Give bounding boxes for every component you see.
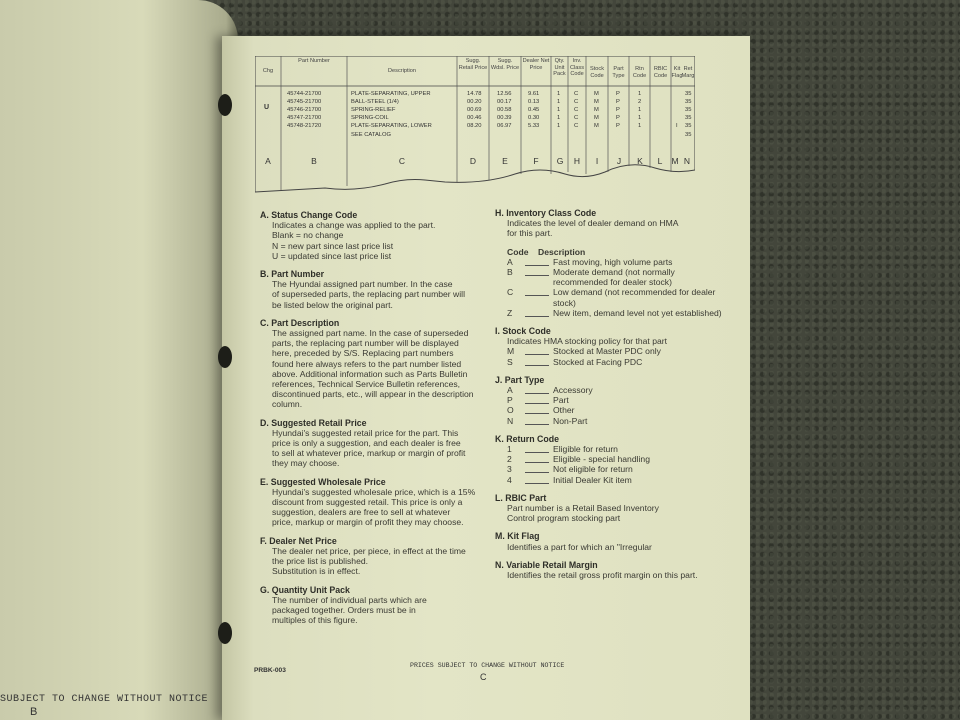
- code-letter: 2: [507, 454, 512, 465]
- legend-text: Control program stocking part: [507, 513, 621, 524]
- rtn-cell: 2: [638, 99, 642, 105]
- stock-cell: M: [594, 91, 599, 97]
- legend-text: Part number is a Retail Based Inventory: [507, 503, 659, 514]
- retail-cell: 00.46: [467, 115, 482, 121]
- legend-text: Hyundai's suggested retail price for the part. This: [272, 427, 459, 438]
- see-catalog-note: SEE CATALOG: [351, 132, 392, 138]
- code-row: [507, 267, 723, 287]
- legend-text: Substitution is in effect.: [272, 566, 361, 577]
- column-letter: D: [469, 156, 477, 166]
- legend-heading: E. Suggested Wholesale Price: [260, 476, 386, 487]
- column-letter: B: [311, 156, 317, 166]
- binder-hole: [218, 622, 232, 644]
- code-row: [507, 444, 723, 454]
- marg-cell: 35: [685, 107, 692, 113]
- rtn-cell: 1: [638, 91, 642, 97]
- stock-cell: M: [594, 123, 599, 129]
- part-number-cell: 45747-21700: [287, 115, 322, 121]
- legend-text: Indicates the level of dealer demand on HMA: [507, 218, 679, 229]
- column-letter: H: [573, 156, 581, 166]
- type-cell: P: [616, 91, 620, 97]
- type-cell: P: [616, 123, 620, 129]
- previous-page-footer-notice: SUBJECT TO CHANGE WITHOUT NOTICE: [0, 694, 209, 705]
- legend-heading: H. Inventory Class Code: [495, 208, 597, 218]
- legend-text: Identifies the retail gross profit margin on this part.: [507, 570, 698, 581]
- code-letter: P: [507, 395, 513, 406]
- code-letter: 4: [507, 474, 512, 485]
- legend-text: references, Technical Service Bulletin references,: [272, 379, 461, 390]
- column-letter: L: [657, 156, 663, 166]
- code-letter: C: [507, 287, 514, 298]
- code-description: Eligible for return: [553, 444, 618, 455]
- header-stock-code: Stock Code: [590, 66, 604, 79]
- code-row: [507, 464, 723, 474]
- table-row: [255, 123, 695, 131]
- legend-text: be listed below the original part.: [272, 299, 393, 310]
- legend-text: price is only a suggestion, and each dealer is free: [272, 438, 461, 449]
- legend-text: above. Additional information such as Parts Bulletin: [272, 368, 468, 379]
- previous-page-footer-letter: B: [30, 706, 38, 718]
- header-ret-marg: Ret Marg: [681, 66, 695, 79]
- rtn-cell: 1: [638, 123, 642, 129]
- wdsl-cell: 12.56: [497, 91, 512, 97]
- code-description: Stocked at Facing PDC: [553, 356, 643, 367]
- legend-text: column.: [272, 399, 303, 410]
- legend-section-f: [260, 536, 490, 577]
- code-row: [507, 308, 723, 318]
- legend-heading: M. Kit Flag: [495, 531, 540, 542]
- legend-heading: G. Quantity Unit Pack: [260, 584, 350, 595]
- column-letter: K: [637, 156, 643, 166]
- code-letter: N: [507, 415, 514, 426]
- legend-text: The assigned part name. In the case of superseded: [272, 328, 469, 339]
- legend-text: discontinued parts, etc., will appear in the description: [272, 389, 474, 400]
- legend-text: Blank = no change: [272, 230, 344, 241]
- legend-text: the price list is published.: [272, 556, 369, 567]
- page-footer-notice: PRICES SUBJECT TO CHANGE WITHOUT NOTICE: [410, 662, 565, 669]
- column-letter: C: [398, 156, 406, 166]
- legend-text: N = new part since last price list: [272, 240, 394, 251]
- code-row: [507, 416, 723, 426]
- column-letter: N: [683, 156, 691, 166]
- type-cell: P: [616, 99, 620, 105]
- legend-section-a: [260, 210, 490, 261]
- description-cell: SPRING-RELIEF: [351, 107, 396, 113]
- legend-section-b: [260, 269, 490, 310]
- net-cell: 9.61: [528, 91, 540, 97]
- legend-heading: N. Variable Retail Margin: [495, 559, 598, 570]
- marg-cell: 35: [685, 115, 692, 121]
- inv-cell: C: [574, 107, 579, 113]
- type-cell: P: [616, 107, 620, 113]
- column-letter: J: [616, 156, 622, 166]
- legend-heading: B. Part Number: [260, 269, 325, 280]
- legend-text: The Hyundai assigned part number. In the case: [272, 279, 453, 290]
- retail-cell: 08.20: [467, 123, 482, 129]
- legend-text: they may choose.: [272, 458, 340, 469]
- header-qty-unit-pack: Qty. Unit Pack: [553, 58, 566, 77]
- code-row: [507, 357, 723, 367]
- legend-section-g: [260, 585, 490, 626]
- legend-text: Hyundai's suggested wholesale price, which is a 15%: [272, 486, 476, 497]
- marg-cell: 35: [685, 91, 692, 97]
- legend-text: price, markup or margin of profit they may choose.: [272, 517, 464, 528]
- code-letter: B: [507, 267, 513, 278]
- legend-text: multiples of this figure.: [272, 615, 358, 626]
- legend-heading: D. Suggested Retail Price: [260, 417, 367, 428]
- code-row: [507, 475, 723, 485]
- legend-text: Indicates HMA stocking policy for that part: [507, 336, 668, 347]
- wdsl-cell: 00.17: [497, 99, 512, 105]
- code-description: Not eligible for return: [553, 464, 633, 475]
- legend-heading: L. RBIC Part: [495, 492, 547, 503]
- legend-text: packaged together. Orders must be in: [272, 604, 416, 615]
- header-part-number: Part Number: [298, 58, 330, 64]
- header-inv-class: Inv. Class Code: [570, 58, 584, 77]
- code-letter: A: [507, 385, 513, 396]
- legend-text: to sell at whatever price, markup or margin of profit: [272, 448, 466, 459]
- legend-section-m: [495, 531, 723, 551]
- code-description: Moderate demand (not normally recommended for dealer stock): [553, 267, 675, 288]
- qty-cell: 1: [557, 107, 561, 113]
- header-description: Description: [388, 68, 416, 74]
- code-row: [507, 287, 723, 307]
- table-row: [255, 107, 695, 115]
- legend-text: U = updated since last price list: [272, 250, 392, 261]
- header-dealer-net: Dealer Net Price: [522, 58, 550, 71]
- wdsl-cell: 00.58: [497, 107, 512, 113]
- code-letter: S: [507, 356, 513, 367]
- type-cell: P: [616, 115, 620, 121]
- code-row: [507, 405, 723, 415]
- legend-right-column: [495, 208, 723, 580]
- header-kit-flag: Kit Flag: [671, 66, 683, 79]
- column-letter: I: [595, 156, 599, 166]
- table-row: [255, 91, 695, 99]
- table-row: [255, 115, 695, 123]
- legend-text: parts, the replacing part number will be displayed: [272, 338, 459, 349]
- legend-left-column: [260, 210, 490, 625]
- legend-heading: K. Return Code: [495, 433, 560, 444]
- code-description: Eligible - special handling: [553, 454, 650, 465]
- code-row: [507, 257, 723, 267]
- legend-heading: A. Status Change Code: [260, 210, 358, 220]
- description-cell: PLATE-SEPARATING, LOWER: [351, 123, 432, 129]
- inv-cell: C: [574, 91, 579, 97]
- code-letter: A: [507, 256, 513, 267]
- legend-section-c: [260, 318, 490, 410]
- header-part-type: Part Type: [612, 66, 625, 79]
- legend-section-k: [495, 434, 723, 485]
- inv-cell: C: [574, 123, 579, 129]
- code-description: Part: [553, 395, 569, 406]
- column-letter: A: [265, 156, 271, 166]
- code-description: Non-Part: [553, 415, 588, 426]
- legend-text: discount from suggested retail. This price is only a: [272, 497, 463, 508]
- header-sugg-retail: Sugg. Retail Price: [458, 58, 488, 71]
- code-description: Accessory: [553, 385, 593, 396]
- legend-section-i: [495, 326, 723, 367]
- part-number-cell: 45744-21700: [287, 91, 322, 97]
- page-code: PRBK-003: [254, 667, 286, 674]
- column-letter: E: [502, 156, 508, 166]
- part-number-cell: 45748-21720: [287, 123, 322, 129]
- description-cell: BALL-STEEL (1/4): [351, 99, 399, 105]
- code-letter: 3: [507, 464, 512, 475]
- marg-cell: 35: [685, 123, 692, 129]
- qty-cell: 1: [557, 115, 561, 121]
- stock-cell: M: [594, 115, 599, 121]
- stock-cell: M: [594, 107, 599, 113]
- code-description: Fast moving, high volume parts: [553, 256, 673, 267]
- part-number-cell: 45746-21700: [287, 107, 322, 113]
- rtn-cell: 1: [638, 107, 642, 113]
- legend-section-h: [495, 208, 723, 318]
- wdsl-cell: 06.97: [497, 123, 512, 129]
- inv-cell: C: [574, 99, 579, 105]
- qty-cell: 1: [557, 91, 561, 97]
- legend-text: The number of individual parts which are: [272, 594, 427, 605]
- page-footer-letter: C: [480, 672, 487, 682]
- inv-cell: C: [574, 115, 579, 121]
- code-letter: 1: [507, 444, 512, 455]
- legend-section-j: [495, 375, 723, 426]
- code-letter: Z: [507, 307, 513, 318]
- wdsl-cell: 00.39: [497, 115, 512, 121]
- column-letter: G: [556, 156, 564, 166]
- legend-text: for this part.: [507, 228, 553, 239]
- legend-section-d: [260, 418, 490, 469]
- binder-hole: [218, 94, 232, 116]
- rtn-cell: 1: [638, 115, 642, 121]
- stock-cell: M: [594, 99, 599, 105]
- legend-text: suggestion, dealers are free to sell at whatever: [272, 507, 451, 518]
- header-sugg-wdsl: Sugg. Wdsl. Price: [490, 58, 520, 71]
- marg-cell: 35: [685, 99, 692, 105]
- qty-cell: 1: [557, 123, 561, 129]
- code-description: Stocked at Master PDC only: [553, 346, 661, 357]
- legend-heading: I. Stock Code: [495, 326, 551, 337]
- code-row: [507, 385, 723, 395]
- legend-text: here, preceded by S/S. Replacing part numbers: [272, 348, 454, 359]
- guide-page: [222, 36, 750, 720]
- retail-cell: 14.78: [467, 91, 482, 97]
- code-table-header: Code Description: [507, 246, 586, 257]
- code-row: [507, 395, 723, 405]
- part-number-cell: 45745-21700: [287, 99, 322, 105]
- column-letter: F: [533, 156, 539, 166]
- code-description: Other: [553, 405, 575, 416]
- retail-cell: 00.69: [467, 107, 482, 113]
- legend-section-e: [260, 477, 490, 528]
- kit-cell: I: [676, 123, 678, 129]
- legend-text: Indicates a change was applied to the part.: [272, 220, 436, 231]
- net-cell: 5.33: [528, 123, 540, 129]
- legend-section-n: [495, 560, 723, 580]
- legend-heading: F. Dealer Net Price: [260, 535, 337, 546]
- retail-cell: 00.20: [467, 99, 482, 105]
- legend-text: Identifies a part for which an "Irregular: [507, 541, 652, 552]
- sample-price-table: [255, 56, 695, 196]
- column-letter: M: [671, 156, 679, 166]
- description-cell: PLATE-SEPARATING, UPPER: [351, 91, 431, 97]
- header-rbic-code: RBIC Code: [653, 66, 668, 79]
- net-cell: 0.13: [528, 99, 540, 105]
- header-chg: Chg: [262, 68, 274, 74]
- table-row: [255, 99, 695, 107]
- code-letter: O: [507, 405, 514, 416]
- legend-text: found here always refers to the part number listed: [272, 358, 462, 369]
- code-description: Initial Dealer Kit item: [553, 474, 632, 485]
- chg-value: U: [264, 104, 270, 111]
- legend-text: The dealer net price, per piece, in effect at the time: [272, 545, 466, 556]
- code-row: [507, 346, 723, 356]
- legend-text: of superseded parts, the replacing part number will: [272, 289, 465, 300]
- legend-heading: J. Part Type: [495, 374, 545, 385]
- description-cell: SPRING-COIL: [351, 115, 389, 121]
- legend-section-l: [495, 493, 723, 524]
- net-cell: 0.30: [528, 115, 540, 121]
- code-row: [507, 454, 723, 464]
- code-letter: M: [507, 346, 515, 357]
- code-description: Low demand (not recommended for dealer stock): [553, 287, 716, 308]
- binder-hole: [218, 346, 232, 368]
- net-cell: 0.45: [528, 107, 540, 113]
- extra-marg-cell: 35: [685, 132, 692, 138]
- previous-page: [0, 0, 238, 720]
- legend-heading: C. Part Description: [260, 317, 340, 328]
- qty-cell: 1: [557, 99, 561, 105]
- header-rtn-code: Rtn Code: [632, 66, 647, 79]
- code-description: New item, demand level not yet established): [553, 307, 722, 318]
